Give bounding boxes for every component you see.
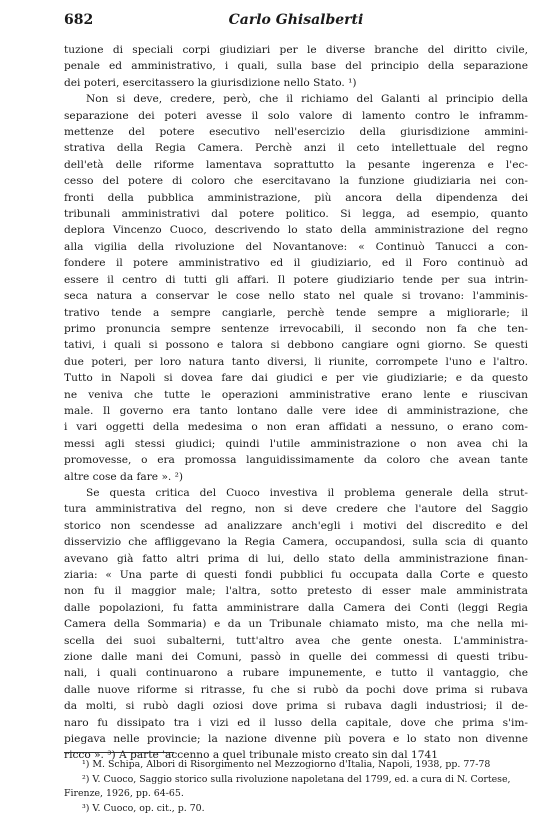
text-line: i vari oggetti della medesima o non eran affidati a nessuno, o erano com-	[64, 421, 528, 434]
text-line: tribunali amministrativi dal potere politico. Si legga, ad esempio, quanto	[64, 208, 528, 221]
text-line: primo pronuncia sempre sentenze irrevocabili, il secondo non fa che ten-	[64, 322, 528, 335]
text-line: scella dei suoi subalterni, tutt'altro avea che gente onesta. L'amministra-	[64, 634, 528, 647]
footnote: ²) V. Cuoco, Saggio storico sulla rivoluzione napoletana del 1799, ed. a cura di N. Cortese,	[82, 773, 511, 785]
text-line: Se questa critica del Cuoco investiva il problema generale della strut-	[86, 486, 528, 499]
text-line: cesso del potere di coloro che esercitavano la funzione giudiziaria nei con-	[64, 175, 528, 188]
text-line: Camera della Sommaria) e da un Tribunale chiamato misto, ma che nella mi-	[64, 618, 528, 631]
text-line: tura amministrativa del regno, non si deve credere che l'autore del Saggio	[64, 503, 528, 516]
text-line: dei poteri, esercitassero la giurisdizione nello Stato. ¹)	[64, 76, 357, 89]
text-line: da molti, si rubò dagli oziosi dove prima si rubava dagli industriosi; il de-	[64, 700, 528, 713]
text-line: tuzione di speciali corpi giudiziari per le diverse branche del diritto civile,	[64, 44, 528, 56]
text-line: deplora Vincenzo Cuoco, descrivendo lo stato della amministrazione del regno	[64, 224, 528, 237]
text-line: ne veniva che tutte le operazioni amministrative erano lente e riuscivan	[64, 388, 528, 401]
text-line: disservizio che affliggevano la Regia Camera, occupandosi, sulla scia di quanto	[64, 536, 528, 549]
text-line: dalle nuove riforme si ritrasse, fu che si rubò da pochi dove prima si rubava	[64, 683, 528, 696]
page-header	[64, 8, 528, 34]
text-line: separazione dei poteri avesse il solo valore di lamento contro le inframm-	[64, 109, 528, 122]
text-line: ziaria: « Una parte di questi fondi pubblici fu occupata dalla Corte e questo	[64, 569, 528, 581]
text-line: dell'età delle riforme lamentava soprattutto la pesante ingerenza e l'ec-	[64, 158, 528, 171]
footnote: ¹) M. Schipa, Albori di Risorgimento nel Mezzogiorno d'Italia, Napoli, 1938, pp. 77-78	[82, 759, 491, 770]
text-line: naro fu dissipato tra i vizi ed il lusso della capitale, dove che prima s'im-	[64, 716, 528, 729]
footnote-rule	[64, 752, 174, 753]
text-line: trativo tende a sempre cangiarle, perchè tende sempre a migliorarle; il	[64, 306, 528, 319]
body-text	[64, 42, 528, 764]
text-line: alla vigilia della rivoluzione del Novantanove: « Continuò Tanucci a con-	[64, 240, 528, 253]
text-line: altre cose da fare ». ²)	[64, 470, 184, 483]
text-line: zione dalle mani dei Comuni, passò in quelle dei commessi di questi tribu-	[64, 651, 528, 664]
text-line: Tutto in Napoli si dovea fare dai giudici e per vie giudiziarie; e da questo	[64, 372, 528, 385]
running-head-author: Carlo Ghisalberti	[228, 12, 364, 28]
text-line: tativi, i quali si possono e talora si debbono cangiare ogni giorno. Se questi	[64, 339, 528, 352]
footnote: ³) V. Cuoco, op. cit., p. 70.	[82, 802, 205, 814]
text-line: fondere il potere amministrativo ed il giudiziario, ed il Foro continuò ad	[64, 257, 528, 270]
text-line: messi agli stessi giudici; quindi l'utile amministrazione o non avea chi la	[64, 437, 528, 450]
text-line: non fu il maggior male; l'altra, sotto pretesto di esser male amministrata	[64, 585, 528, 598]
paragraph	[64, 42, 528, 91]
text-line: nali, i quali continuarono a rubare impunemente, e tutto il vantaggio, che	[64, 667, 528, 680]
text-line: seca natura a conservar le cose nello stato nel quale si trovano: l'amminis-	[64, 290, 528, 303]
text-line: mettenze del potere esecutivo nell'esercizio della giurisdizione ammini-	[64, 126, 528, 139]
paragraph	[64, 485, 528, 764]
text-line: penale ed amministrativo, i quali, sulla base del principio della separazione	[64, 60, 528, 73]
text-line: piegava nelle provincie; la nazione divenne più povera e lo stato non divenne	[64, 733, 528, 746]
text-line: dalle popolazioni, fu fatta amministrare dalla Camera dei Conti (leggi Regia	[64, 601, 528, 614]
text-line: promovesse, o era promossa languidissimamente da coloro che avean tante	[64, 454, 528, 467]
footnotes	[64, 758, 528, 816]
text-line: ricco ». ³) A parte 'accenno a quel tribunale misto creato sin dal 1741	[64, 749, 438, 762]
text-line: storico non scendesse ad analizzare anch'egli i motivi del discredito e del	[64, 519, 528, 532]
paragraph	[64, 91, 528, 485]
text-line: fronti della pubblica amministrazione, più ancora della dipendenza dei	[64, 191, 528, 204]
text-line: strativa della Regia Camera. Perchè anzi il ceto intellettuale del regno	[64, 142, 528, 155]
footnote: Firenze, 1926, pp. 64-65.	[64, 788, 184, 799]
text-line: male. Il governo era tanto lontano dalle vere idee di amministrazione, che	[64, 404, 528, 417]
text-line: due poteri, per loro natura tanto diversi, li riunite, corrompete l'uno e l'altro.	[64, 355, 528, 368]
text-line: essere il centro di tutti gli affari. Il potere giudiziario tende per sua intrin-	[64, 273, 528, 286]
text-line: avevano già fatto altri prima di lui, dello stato della amministrazione finan-	[64, 552, 528, 565]
page-number: 682	[64, 12, 94, 28]
text-line: Non si deve, credere, però, che il richiamo del Galanti al principio della	[86, 93, 528, 106]
